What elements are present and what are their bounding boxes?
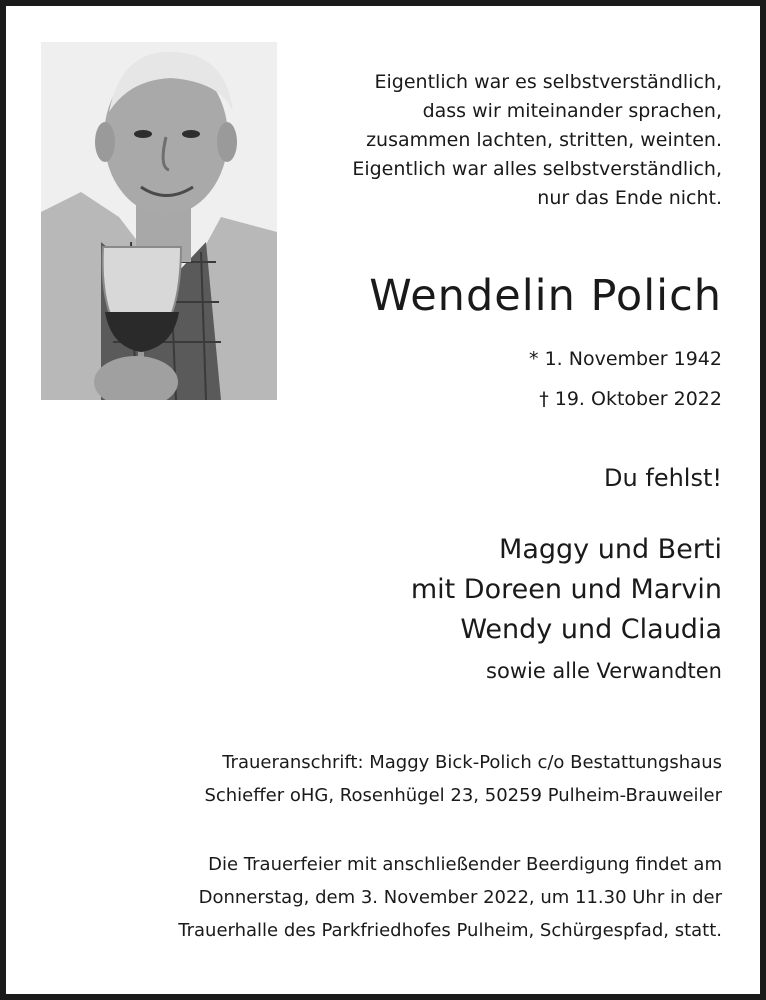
poem-line: nur das Ende nicht. bbox=[537, 187, 722, 209]
birth-date: * 1. November 1942 bbox=[529, 348, 722, 370]
family-line: Wendy und Claudia bbox=[460, 614, 722, 645]
poem bbox=[282, 68, 722, 213]
poem-line: zusammen lachten, stritten, weinten. bbox=[366, 129, 722, 151]
family-names bbox=[411, 530, 722, 650]
poem-line: Eigentlich war alles selbstverständlich, bbox=[352, 158, 722, 180]
family-line: mit Doreen und Marvin bbox=[410, 574, 722, 605]
poem-line: Eigentlich war es selbstverständlich, bbox=[374, 71, 722, 93]
family-line: Maggy und Berti bbox=[499, 534, 722, 565]
address-line: Traueranschrift: Maggy Bick-Polich c/o Bestattungshaus bbox=[222, 752, 722, 773]
funeral-info bbox=[178, 848, 722, 947]
deceased-name: Wendelin Polich bbox=[369, 271, 722, 321]
portrait-illustration bbox=[41, 42, 277, 400]
funeral-line: Die Trauerfeier mit anschließender Beerdigung findet am bbox=[208, 854, 722, 875]
poem-line: dass wir miteinander sprachen, bbox=[422, 100, 722, 122]
funeral-line: Trauerhalle des Parkfriedhofes Pulheim, Schürgespfad, statt. bbox=[178, 920, 722, 941]
portrait-photo bbox=[41, 42, 277, 400]
mourning-address bbox=[204, 746, 722, 812]
funeral-line: Donnerstag, dem 3. November 2022, um 11.30 Uhr in der bbox=[198, 887, 722, 908]
death-date: † 19. Oktober 2022 bbox=[539, 388, 722, 410]
message: Du fehlst! bbox=[604, 464, 722, 492]
address-line: Schieffer oHG, Rosenhügel 23, 50259 Pulheim-Brauweiler bbox=[204, 785, 722, 806]
relatives-line: sowie alle Verwandten bbox=[486, 659, 722, 683]
